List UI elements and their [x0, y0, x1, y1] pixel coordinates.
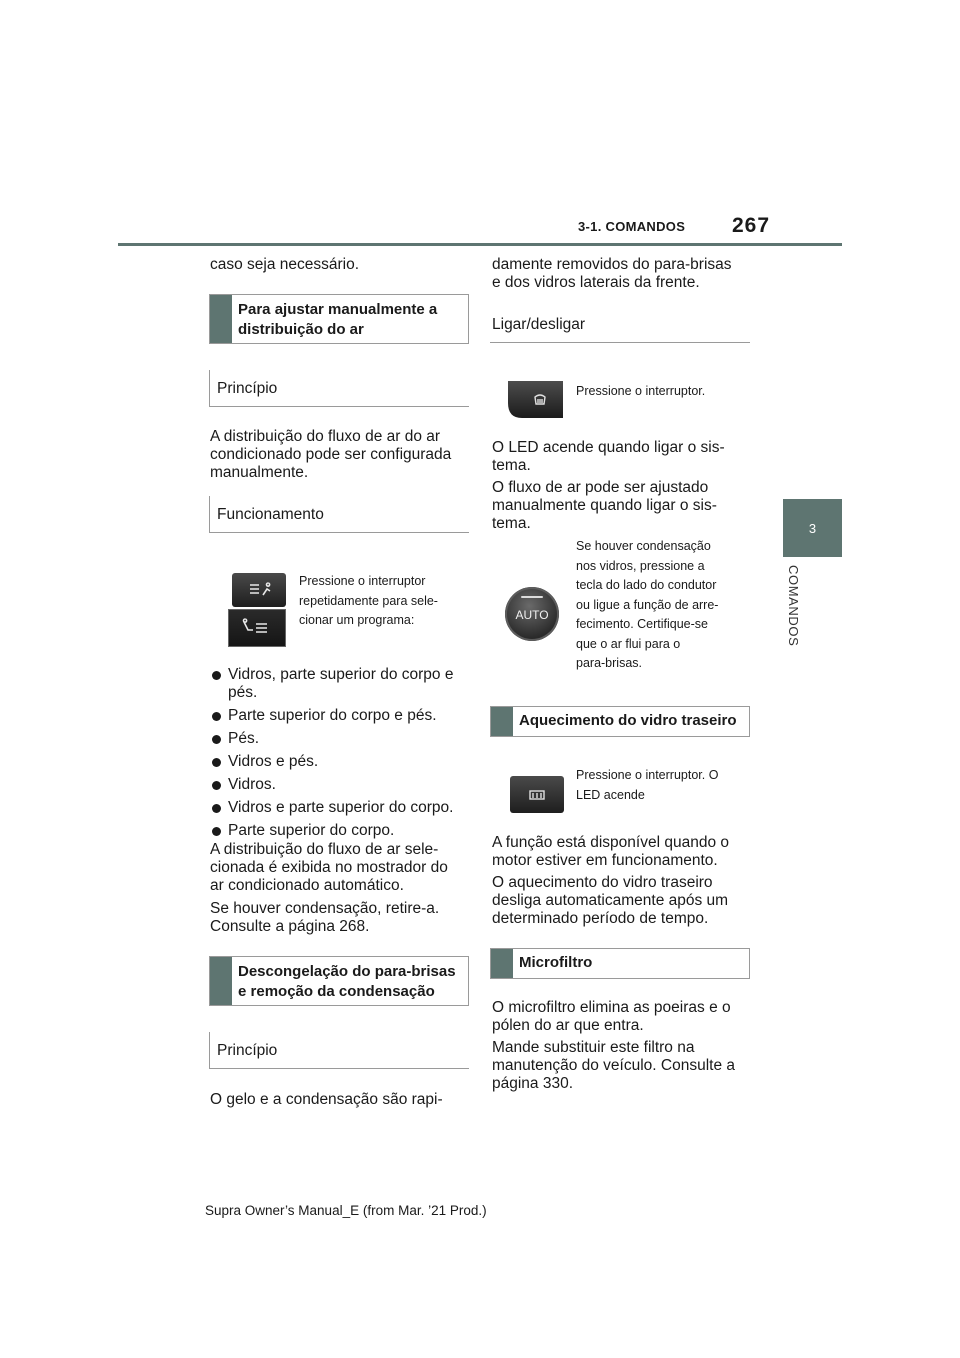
text-line: O fluxo de ar pode ser ajustado [492, 479, 709, 496]
list-item [210, 730, 475, 748]
bullet-text: Pés. [228, 730, 260, 747]
caption-line: nos vidros, pressione a [576, 558, 705, 573]
text-line: Se houver condensação, retire-a. [210, 900, 440, 917]
text-line: O microfiltro elimina as poeiras e o [492, 999, 731, 1016]
chapter-label: COMANDOS [786, 565, 801, 647]
text-line: e dos vidros laterais da frente. [492, 274, 700, 291]
heading-microfilter [490, 948, 750, 979]
bullet-icon [212, 712, 221, 721]
text-line: manualmente quando ligar o sis- [492, 497, 717, 514]
list-item [210, 753, 475, 771]
bullet-icon [212, 671, 221, 680]
bullet-text: Parte superior do corpo e pés. [228, 707, 437, 724]
subheading-principle-2: Princípio [209, 1032, 469, 1069]
text-line: cionada é exibida no mostrador do [210, 859, 448, 876]
bullet-text: Vidros. [228, 776, 276, 793]
text-line: tema. [492, 457, 531, 474]
bullet-icon [212, 735, 221, 744]
caption-line: para-brisas. [576, 656, 642, 670]
bullet-text: Parte superior do corpo. [228, 822, 395, 839]
bullet-icon [212, 781, 221, 790]
text-line: Mande substituir este filtro na [492, 1039, 695, 1056]
upper-body-feet-icon [229, 610, 285, 646]
bullet-text: Vidros e parte superior do corpo. [228, 799, 454, 816]
caption-line: tecla do lado do condutor [576, 578, 717, 592]
text-line: página 330. [492, 1075, 574, 1092]
caption-line: ou ligue a função de arre- [576, 597, 719, 612]
list-item [210, 776, 475, 794]
rear-caption [576, 766, 718, 805]
bullet-icon [212, 827, 221, 836]
chapter-tab [783, 499, 842, 557]
auto-label: AUTO [515, 608, 549, 622]
header-rule [118, 243, 842, 246]
air-distribution-button [228, 573, 286, 647]
caption-line: repetidamente para sele- [299, 593, 438, 608]
text-line: A função está disponível quando o [492, 834, 729, 851]
bullet-icon [212, 804, 221, 813]
list-item [210, 822, 475, 840]
bullet-text: Vidros, parte superior do corpo e [228, 666, 454, 683]
button-lower [228, 609, 286, 647]
microfilter-replace-text [492, 1039, 735, 1093]
heading-bar [210, 295, 232, 343]
condensation-text [210, 900, 439, 936]
list-item [210, 799, 475, 817]
microfilter-text [492, 999, 731, 1035]
rear-window-defrost-button [510, 776, 564, 813]
text-line: O LED acende quando ligar o sis- [492, 439, 725, 456]
text-line: manutenção do veículo. Consulte a [492, 1057, 735, 1074]
caption-line: cionar um programa: [299, 613, 415, 627]
caption-line: que o ar flui para o [576, 636, 681, 651]
list-item [210, 666, 475, 702]
text-line: pólen do ar que entra. [492, 1017, 644, 1034]
heading-line: distribuição do ar [238, 321, 364, 338]
heading-bar [491, 707, 513, 736]
text-line: A distribuição do fluxo de ar sele- [210, 841, 439, 858]
text-line: manualmente. [210, 464, 309, 481]
windshield-defrost-icon [508, 381, 563, 418]
intro-text: caso seja necessário. [210, 256, 360, 273]
heading-line: e remoção da condensação [238, 983, 435, 1000]
rear-auto-off-text [492, 874, 728, 928]
principle-text [210, 428, 451, 482]
heading-line: Descongelação do para-brisas [238, 963, 456, 980]
heading-manual-distribution [209, 294, 469, 344]
led-indicator [521, 596, 543, 598]
subheading-operation: Funcionamento [209, 496, 469, 533]
heading-label: Aquecimento do vidro traseiro [519, 712, 737, 729]
subheading-principle: Princípio [209, 370, 469, 407]
button-upper [232, 573, 286, 607]
caption-line: fecimento. Certifique-se [576, 617, 709, 631]
rear-window-defrost-icon [510, 776, 564, 813]
list-item [210, 707, 475, 725]
airflow-text [492, 479, 717, 533]
text-line: motor estiver em funcionamento. [492, 852, 718, 869]
bullet-icon [212, 758, 221, 767]
led-text [492, 439, 725, 475]
rear-function-text [492, 834, 729, 870]
text-line: A distribuição do fluxo de ar do ar [210, 428, 441, 445]
text-line: ar condicionado automático. [210, 877, 404, 894]
text-line: damente removidos do para-brisas [492, 256, 732, 273]
heading-bar [491, 949, 513, 978]
caption-line: LED acende [576, 787, 645, 802]
heading-label [232, 295, 443, 343]
text-line: determinado período de tempo. [492, 910, 709, 927]
windshield-upper-body-icon [232, 573, 286, 607]
defrost-text: O gelo e a condensação são rapi- [210, 1091, 443, 1108]
bullet-text: pés. [228, 684, 258, 701]
auto-button [505, 587, 559, 641]
button-caption [299, 572, 438, 631]
subheading-on-off: Ligar/desligar [490, 306, 750, 343]
text-line: Consulte a página 268. [210, 918, 370, 935]
text-line: condicionado pode ser configurada [210, 446, 452, 463]
distribution-display-text [210, 841, 448, 895]
windshield-defrost-button [508, 381, 563, 418]
text-line: O aquecimento do vidro traseiro [492, 874, 713, 891]
heading-rear-window [490, 706, 750, 737]
heading-label: Microfiltro [519, 954, 593, 971]
text-line: desliga automaticamente após um [492, 892, 729, 909]
caption-line: Se houver condensação [576, 539, 711, 553]
heading-label [232, 957, 462, 1005]
distribution-options-list [210, 666, 475, 845]
section-title: 3-1. COMANDOS [578, 219, 686, 234]
heading-line: Para ajustar manualmente a [238, 301, 438, 318]
footer-text: Supra Owner’s Manual_E (from Mar. ’21 Prod.) [205, 1203, 487, 1218]
heading-defrost [209, 956, 469, 1006]
auto-caption [576, 537, 718, 674]
caption-line: Pressione o interruptor [299, 574, 426, 588]
chapter-number: 3 [808, 520, 817, 536]
bullet-text: Vidros e pés. [228, 753, 319, 770]
text-line: tema. [492, 515, 531, 532]
press-switch-caption: Pressione o interruptor. [576, 384, 706, 398]
caption-line: Pressione o interruptor. O [576, 768, 719, 782]
defrost-continued-text [492, 256, 732, 292]
page-number: 267 [732, 214, 771, 237]
heading-bar [210, 957, 232, 1005]
